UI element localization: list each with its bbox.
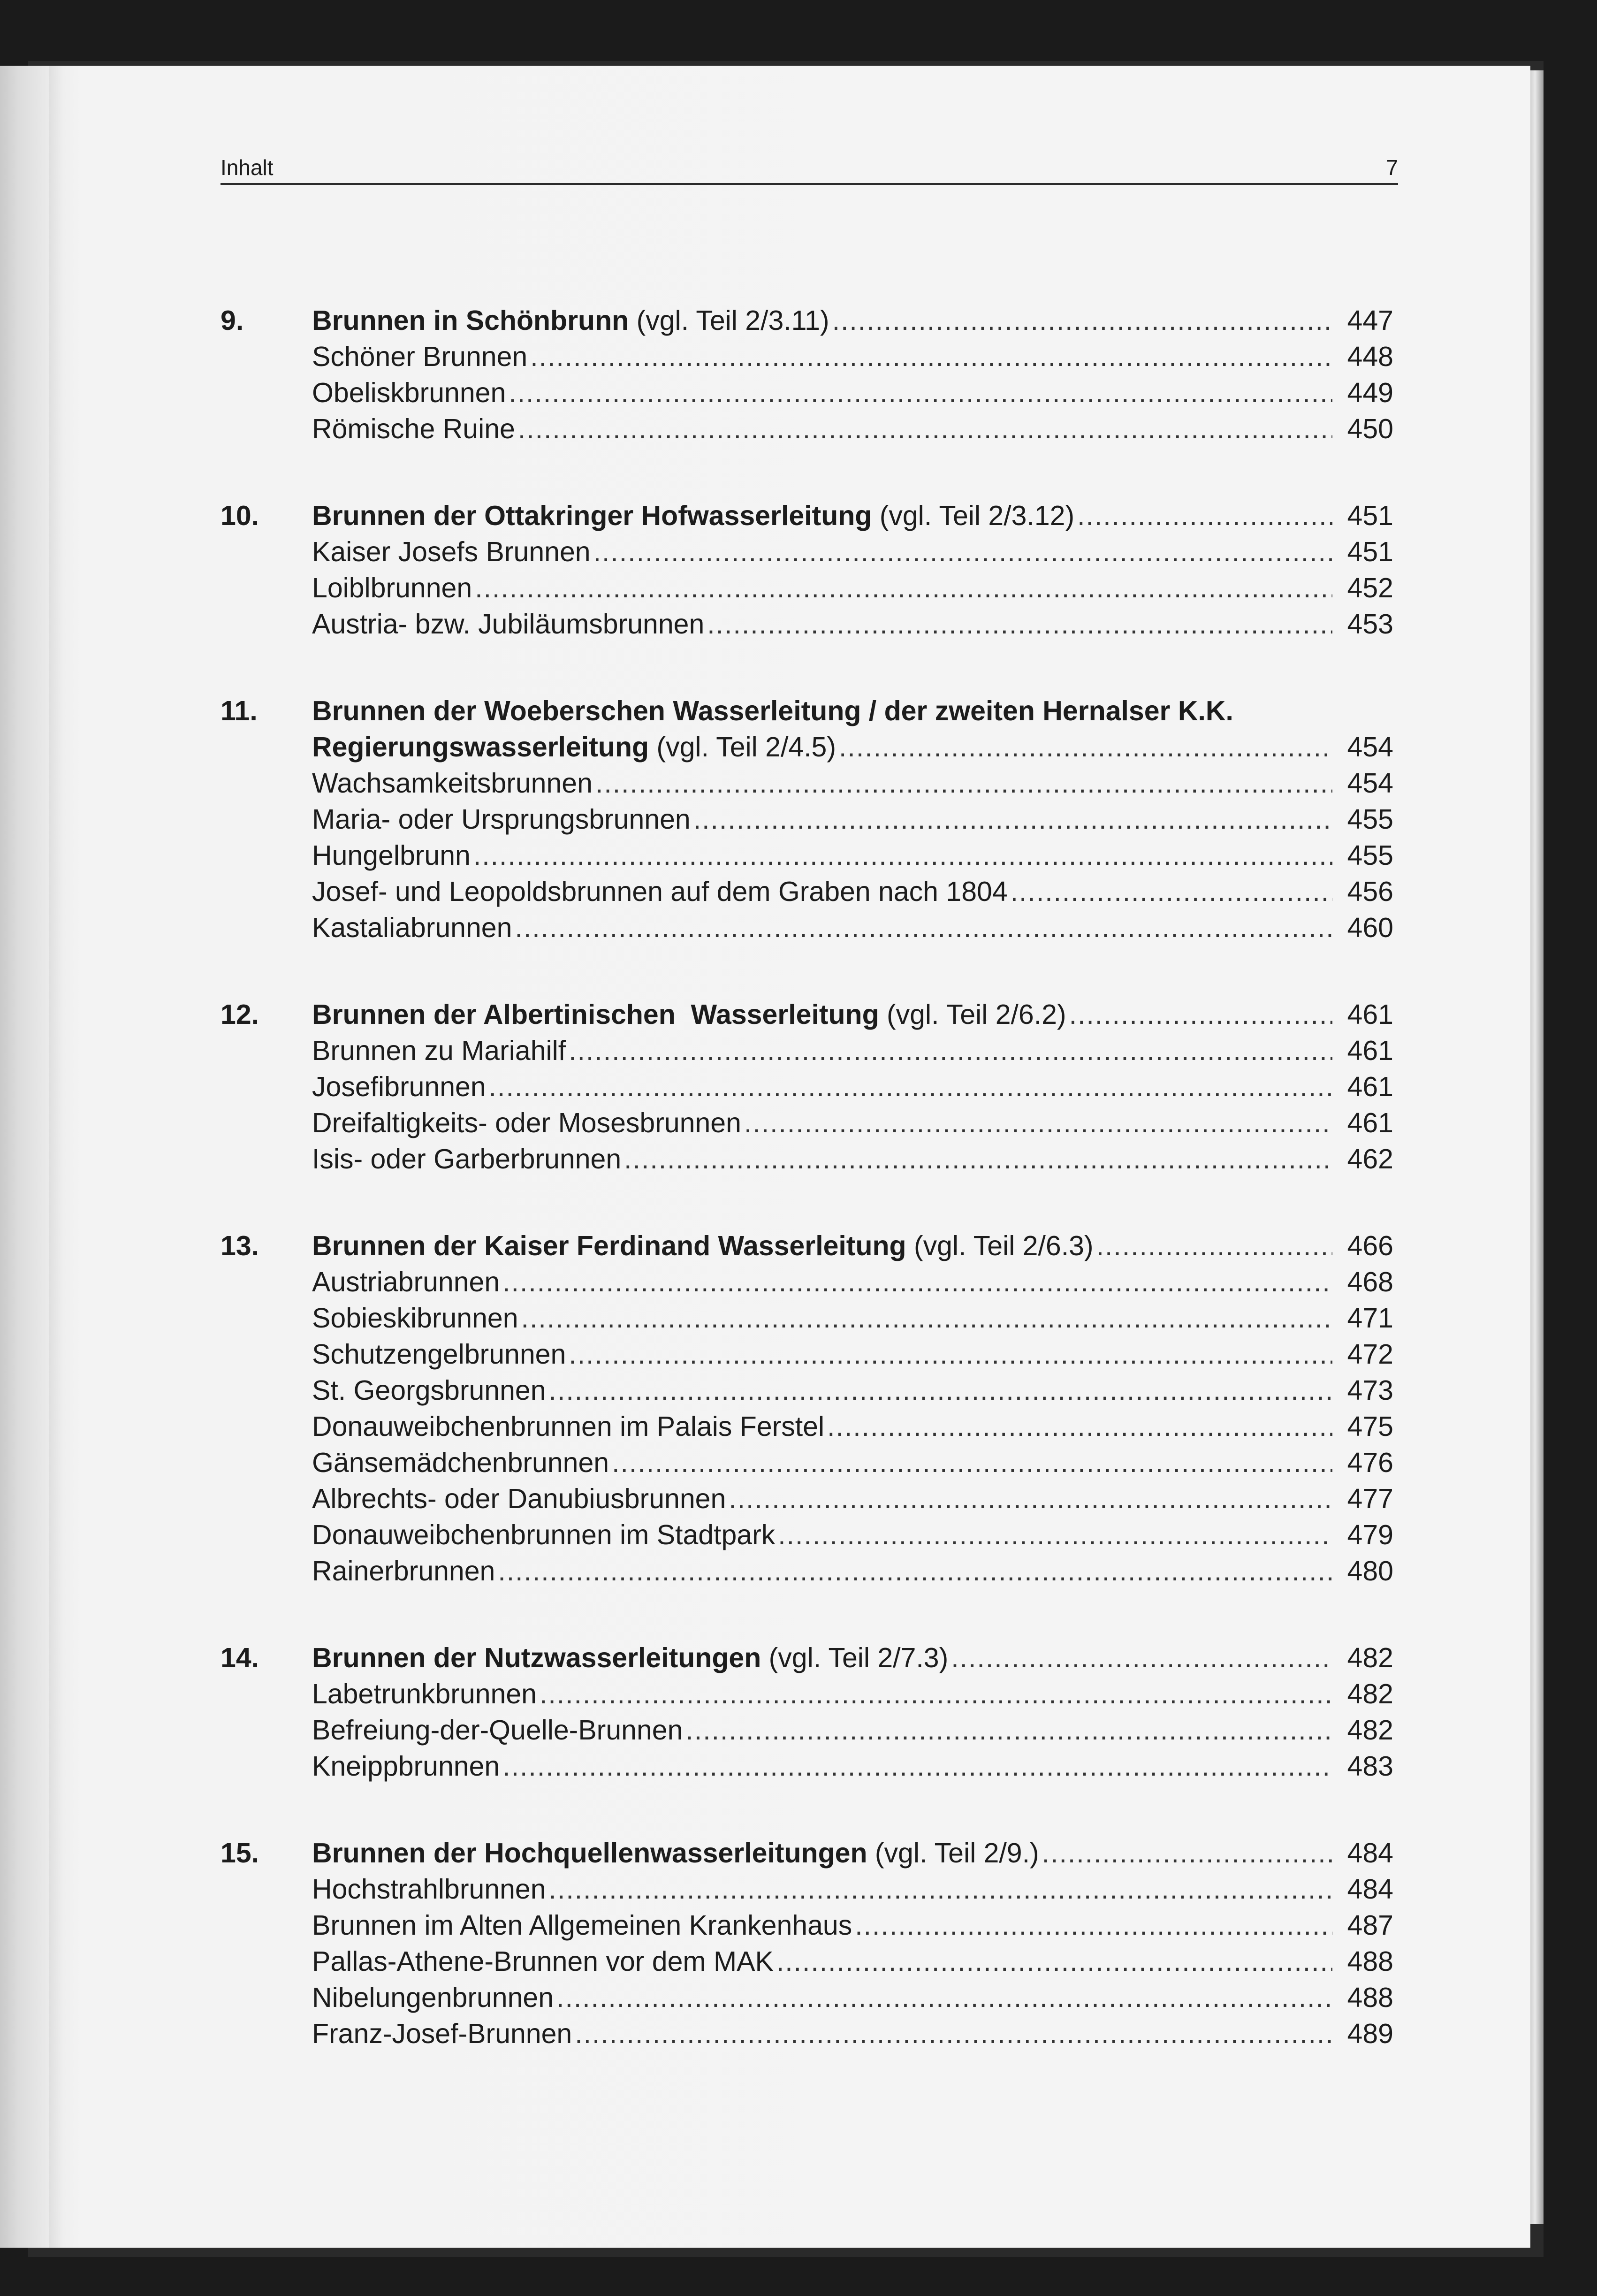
page-number: 487	[1347, 1910, 1393, 1941]
leader-dots	[475, 570, 1332, 606]
page-number: 455	[1347, 804, 1393, 835]
entry-label: St. Georgsbrunnen	[312, 1375, 546, 1406]
section-title-line1: Brunnen der Woeberschen Wasserleitung / der zweiten Hernalser K.K.	[312, 695, 1233, 726]
page-number: 451	[1347, 500, 1393, 531]
leader-dots	[685, 1712, 1332, 1748]
leader-dots	[778, 1517, 1332, 1553]
header-page-number: 7	[1386, 155, 1398, 180]
page-number: 473	[1347, 1375, 1393, 1406]
toc-entry[interactable]	[221, 534, 1393, 570]
page-number: 480	[1347, 1556, 1393, 1587]
toc-section-13	[221, 1228, 1393, 1589]
entry-label: Schöner Brunnen	[312, 341, 528, 372]
running-header	[221, 150, 1398, 185]
page-gutter	[49, 66, 63, 2248]
leader-dots	[1042, 1835, 1332, 1871]
entry-label: Franz-Josef-Brunnen	[312, 2018, 572, 2049]
toc-entry[interactable]	[221, 1907, 1393, 1944]
leader-dots	[827, 1409, 1332, 1445]
toc-entry[interactable]	[221, 838, 1393, 874]
leader-dots	[693, 801, 1332, 838]
toc-entry[interactable]	[221, 2016, 1393, 2052]
table-of-contents	[221, 303, 1393, 2103]
toc-entry[interactable]	[221, 1517, 1393, 1553]
entry-label: Hungelbrunn	[312, 840, 471, 871]
toc-heading[interactable]	[221, 1835, 1393, 1871]
entry-label: Pallas-Athene-Brunnen vor dem MAK	[312, 1946, 774, 1977]
leader-dots	[502, 1264, 1332, 1300]
toc-entry[interactable]	[221, 765, 1393, 801]
page-number: 462	[1347, 1144, 1393, 1175]
section-number: 15.	[221, 1838, 259, 1869]
toc-entry[interactable]	[221, 570, 1393, 606]
page-number: 484	[1347, 1838, 1393, 1869]
toc-entry[interactable]	[221, 1676, 1393, 1712]
toc-entry[interactable]	[221, 1980, 1393, 2016]
leader-dots	[612, 1445, 1332, 1481]
entry-label: Kaiser Josefs Brunnen	[312, 536, 591, 567]
entry-label: Josef- und Leopoldsbrunnen auf dem Graben nach 1804	[312, 876, 1008, 907]
leader-dots	[489, 1069, 1332, 1105]
page-number: 489	[1347, 2018, 1393, 2049]
entry-label: Wachsamkeitsbrunnen	[312, 768, 593, 799]
entry-label: Kneippbrunnen	[312, 1751, 500, 1782]
entry-label: Nibelungenbrunnen	[312, 1982, 554, 2013]
toc-section-14	[221, 1640, 1393, 1785]
page-number: 449	[1347, 377, 1393, 408]
toc-entry[interactable]	[221, 1336, 1393, 1373]
entry-label: Loiblbrunnen	[312, 572, 472, 603]
section-number: 14.	[221, 1642, 259, 1673]
page-number: 466	[1347, 1230, 1393, 1261]
entry-label: Brunnen im Alten Allgemeinen Krankenhaus	[312, 1910, 852, 1941]
page-number: 477	[1347, 1483, 1393, 1514]
entry-label: Austria- bzw. Jubiläumsbrunnen	[312, 609, 705, 640]
page-number: 451	[1347, 536, 1393, 567]
toc-entry[interactable]	[221, 874, 1393, 910]
leader-dots	[832, 303, 1332, 339]
page-number: 448	[1347, 341, 1393, 372]
leader-dots	[1069, 997, 1332, 1033]
toc-entry[interactable]	[221, 1033, 1393, 1069]
page-number: 453	[1347, 609, 1393, 640]
toc-heading[interactable]	[221, 498, 1393, 534]
leader-dots	[624, 1141, 1332, 1177]
section-title: Brunnen der Albertinischen Wasserleitung (vgl. Teil 2/6.2)	[312, 999, 1066, 1030]
toc-entry[interactable]	[221, 606, 1393, 642]
leader-dots	[855, 1907, 1332, 1944]
page-number: 450	[1347, 413, 1393, 444]
page-number: 461	[1347, 1035, 1393, 1066]
leader-dots	[569, 1033, 1332, 1069]
toc-heading[interactable]	[221, 997, 1393, 1033]
leader-dots	[707, 606, 1332, 642]
page-number: 461	[1347, 1071, 1393, 1102]
toc-heading[interactable]	[221, 303, 1393, 339]
entry-label: Isis- oder Garberbrunnen	[312, 1144, 622, 1175]
page-number: 456	[1347, 876, 1393, 907]
page-number: 488	[1347, 1982, 1393, 2013]
leader-dots	[593, 534, 1332, 570]
toc-entry[interactable]	[221, 1445, 1393, 1481]
section-title: Regierungswasserleitung (vgl. Teil 2/4.5)	[312, 732, 837, 763]
page-number: 476	[1347, 1447, 1393, 1478]
toc-section-11	[221, 693, 1393, 946]
entry-label: Maria- oder Ursprungsbrunnen	[312, 804, 691, 835]
entry-label: Austriabrunnen	[312, 1266, 500, 1297]
toc-section-9	[221, 303, 1393, 447]
entry-label: Hochstrahlbrunnen	[312, 1874, 546, 1905]
leader-dots	[569, 1336, 1332, 1373]
entry-label: Albrechts- oder Danubiusbrunnen	[312, 1483, 726, 1514]
page-number: 460	[1347, 912, 1393, 943]
toc-entry[interactable]	[221, 801, 1393, 838]
page-number: 468	[1347, 1266, 1393, 1297]
toc-entry[interactable]	[221, 339, 1393, 375]
leader-dots	[556, 1980, 1332, 2016]
leader-dots	[521, 1300, 1332, 1336]
leader-dots	[502, 1748, 1332, 1785]
page-number: 447	[1347, 305, 1393, 336]
toc-entry[interactable]	[221, 1105, 1393, 1141]
section-title: Brunnen der Hochquellenwasserleitungen (vgl. Teil 2/9.)	[312, 1838, 1039, 1869]
leader-dots	[518, 411, 1332, 447]
entry-label: Befreiung-der-Quelle-Brunnen	[312, 1715, 683, 1746]
leader-dots	[575, 2016, 1332, 2052]
page-number: 475	[1347, 1411, 1393, 1442]
leader-dots	[729, 1481, 1332, 1517]
toc-entry[interactable]	[221, 1748, 1393, 1785]
toc-entry[interactable]	[221, 1481, 1393, 1517]
entry-label: Schutzengelbrunnen	[312, 1339, 566, 1370]
toc-section-10	[221, 498, 1393, 642]
toc-section-15	[221, 1835, 1393, 2052]
page-number: 484	[1347, 1874, 1393, 1905]
entry-label: Donauweibchenbrunnen im Stadtpark	[312, 1519, 776, 1550]
toc-entry[interactable]	[221, 1264, 1393, 1300]
toc-entry[interactable]	[221, 1944, 1393, 1980]
entry-label: Rainerbrunnen	[312, 1556, 495, 1587]
leader-dots	[540, 1676, 1332, 1712]
toc-heading-line1[interactable]	[221, 693, 1393, 729]
leader-dots	[509, 375, 1332, 411]
entry-label: Donauweibchenbrunnen im Palais Ferstel	[312, 1411, 825, 1442]
toc-entry[interactable]	[221, 375, 1393, 411]
page-number: 472	[1347, 1339, 1393, 1370]
section-title: Brunnen der Nutzwasserleitungen (vgl. Teil 2/7.3)	[312, 1642, 949, 1673]
section-number: 13.	[221, 1230, 259, 1261]
section-title: Brunnen in Schönbrunn (vgl. Teil 2/3.11)	[312, 305, 829, 336]
page-number: 482	[1347, 1715, 1393, 1746]
book-page	[0, 66, 1530, 2248]
toc-entry[interactable]	[221, 1712, 1393, 1748]
section-number: 10.	[221, 500, 259, 531]
page-number: 479	[1347, 1519, 1393, 1550]
toc-entry[interactable]	[221, 1553, 1393, 1589]
page-number: 454	[1347, 768, 1393, 799]
toc-entry[interactable]	[221, 1409, 1393, 1445]
toc-entry[interactable]	[221, 910, 1393, 946]
entry-label: Josefibrunnen	[312, 1071, 486, 1102]
leader-dots	[530, 339, 1332, 375]
entry-label: Labetrunkbrunnen	[312, 1678, 537, 1709]
toc-heading[interactable]	[221, 729, 1393, 765]
leader-dots	[595, 765, 1332, 801]
section-title: Brunnen der Ottakringer Hofwasserleitung (vgl. Teil 2/3.12)	[312, 500, 1075, 531]
page-number: 461	[1347, 999, 1393, 1030]
leader-dots	[839, 729, 1332, 765]
toc-section-12	[221, 997, 1393, 1177]
leader-dots	[549, 1871, 1332, 1907]
page-number: 482	[1347, 1678, 1393, 1709]
page-number: 455	[1347, 840, 1393, 871]
entry-label: Dreifaltigkeits- oder Mosesbrunnen	[312, 1107, 741, 1138]
leader-dots	[515, 910, 1332, 946]
leader-dots	[1011, 874, 1332, 910]
toc-entry[interactable]	[221, 411, 1393, 447]
entry-label: Obeliskbrunnen	[312, 377, 506, 408]
header-title: Inhalt	[221, 155, 274, 180]
toc-entry[interactable]	[221, 1871, 1393, 1907]
entry-label: Brunnen zu Mariahilf	[312, 1035, 566, 1066]
page-number: 483	[1347, 1751, 1393, 1782]
leader-dots	[776, 1944, 1332, 1980]
toc-entry[interactable]	[221, 1141, 1393, 1177]
toc-heading[interactable]	[221, 1228, 1393, 1264]
leader-dots	[498, 1553, 1332, 1589]
leader-dots	[951, 1640, 1332, 1676]
leader-dots	[549, 1373, 1332, 1409]
entry-label: Römische Ruine	[312, 413, 515, 444]
leader-dots	[1077, 498, 1332, 534]
toc-entry[interactable]	[221, 1069, 1393, 1105]
section-title: Brunnen der Kaiser Ferdinand Wasserleitung (vgl. Teil 2/6.3)	[312, 1230, 1094, 1261]
leader-dots	[1096, 1228, 1332, 1264]
toc-heading[interactable]	[221, 1640, 1393, 1676]
leader-dots	[744, 1105, 1332, 1141]
page-number: 454	[1347, 732, 1393, 763]
entry-label: Gänsemädchenbrunnen	[312, 1447, 609, 1478]
page-number: 461	[1347, 1107, 1393, 1138]
page-number: 488	[1347, 1946, 1393, 1977]
page-number: 452	[1347, 572, 1393, 603]
page-number: 482	[1347, 1642, 1393, 1673]
entry-label: Sobieskibrunnen	[312, 1303, 518, 1334]
section-number: 12.	[221, 999, 259, 1030]
toc-entry[interactable]	[221, 1300, 1393, 1336]
section-number: 9.	[221, 305, 244, 336]
leader-dots	[473, 838, 1332, 874]
entry-label: Kastaliabrunnen	[312, 912, 512, 943]
toc-entry[interactable]	[221, 1373, 1393, 1409]
page-number: 471	[1347, 1303, 1393, 1334]
section-number: 11.	[221, 695, 258, 726]
